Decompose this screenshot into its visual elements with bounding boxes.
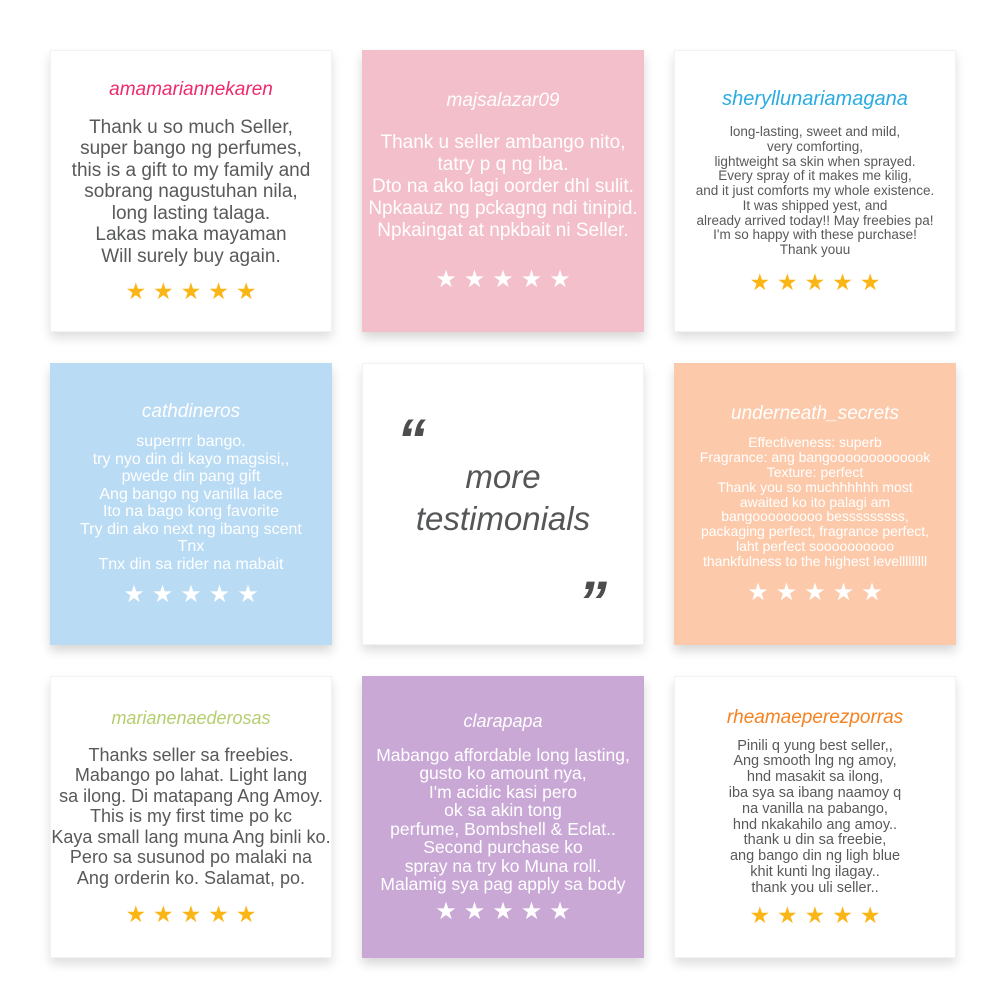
testimonial-line: sobrang nagustuhan nila, <box>84 181 298 203</box>
testimonial-line: Effectiveness: superb <box>748 433 882 450</box>
username-label: cathdineros <box>141 401 241 422</box>
testimonial-line: superrrr bango. <box>136 433 246 450</box>
testimonial-line: Kaya small lang muna Ang binli ko. <box>51 826 331 847</box>
testimonial-line: I'm so happy with these purchase! <box>713 227 917 243</box>
testimonial-text <box>51 117 331 268</box>
star-rating: ★★★★★ <box>125 278 264 305</box>
star-rating: ★★★★★ <box>747 579 890 607</box>
testimonial-line: Npkaauz ng pckagng ndi tinipid. <box>368 198 638 219</box>
testimonial-line: This is my first time po kc <box>89 806 293 827</box>
testimonial-line: Second purchase ko <box>423 837 583 857</box>
testimonial-line: packaging perfect, fragrance perfect, <box>700 523 930 540</box>
testimonial-line: thank you uli seller.. <box>751 879 879 896</box>
testimonial-line: Ang orderin ko. Salamat, po. <box>76 867 306 888</box>
testimonial-line: Tnx <box>177 538 205 555</box>
testimonial-line: Every spray of it makes me kilig, <box>718 168 912 184</box>
testimonial-line: thank u din sa freebie, <box>743 832 887 849</box>
testimonial-line: Fragrance: ang bangooooooooooook <box>699 448 931 465</box>
close-quote-icon: ” <box>578 570 607 635</box>
testimonial-line: Malamig sya pag apply sa body <box>380 874 626 894</box>
testimonial-line: pwede din pang gift <box>121 468 261 485</box>
star-rating: ★★★★★ <box>125 901 264 928</box>
open-quote-icon: “ <box>397 408 426 473</box>
testimonial-line: Ang smooth lng ng amoy, <box>733 753 897 770</box>
center-title <box>416 456 590 540</box>
username-label: sheryllunariamagana <box>722 87 908 110</box>
testimonial-line: I'm acidic kasi pero <box>428 781 578 802</box>
testimonial-line: awaited ko ito palagi am <box>739 493 891 510</box>
testimonial-card-majsalazar09 <box>362 50 644 332</box>
testimonial-line: sa ilong. Di matapang Ang Amoy. <box>59 785 323 806</box>
star-rating: ★★★★★ <box>435 897 578 925</box>
testimonial-line: Ang bango ng vanilla lace <box>99 485 283 503</box>
testimonial-card-cathdineros <box>50 363 332 645</box>
testimonial-line: and it just comforts my whole existence. <box>695 183 935 199</box>
center-title-line2: testimonials <box>415 500 591 537</box>
testimonial-text <box>362 132 644 242</box>
testimonial-line: iba sya sa ibang naamoy q <box>728 784 902 801</box>
testimonial-line: ang bango din ng ligh blue <box>729 848 901 865</box>
username-label: rheamaeperezporras <box>726 706 904 728</box>
star-rating: ★★★★★ <box>435 266 578 293</box>
testimonial-line: Npkaingat at npkbait ni Seller. <box>377 220 629 241</box>
testimonial-text <box>50 433 332 573</box>
testimonial-line: Thank u seller ambango nito, <box>380 132 626 153</box>
testimonial-line: Dto na ako lagi oorder dhl sulit. <box>372 176 634 197</box>
testimonial-line: hnd nkakahilo ang amoy.. <box>732 816 898 833</box>
star-rating: ★★★★★ <box>749 902 888 929</box>
username-label: clarapapa <box>463 710 543 731</box>
testimonial-line: perfume, Bombshell & Eclat.. <box>390 818 616 839</box>
testimonial-line: Tnx din sa rider na mabait <box>98 555 284 573</box>
testimonial-line: ok sa akin tong <box>444 800 562 820</box>
testimonial-card-sheryllunariamagana <box>674 50 956 332</box>
username-label: amamariannekaren <box>109 78 273 100</box>
testimonial-text <box>675 739 955 897</box>
testimonial-line: hnd masakit sa ilong, <box>746 769 884 786</box>
center-title-line1: more <box>465 458 541 495</box>
testimonial-line: Thank u so much Seller, <box>89 116 293 138</box>
testimonial-line: bangooooooooo besssssssss, <box>721 508 909 525</box>
username-label: majsalazar09 <box>446 90 560 111</box>
testimonial-line: Lakas maka mayaman <box>95 224 287 246</box>
testimonial-line: Mabango affordable long lasting, <box>376 744 630 765</box>
star-rating: ★★★★★ <box>749 269 888 296</box>
testimonial-line: thankfulness to the highest levelllllllll <box>702 553 928 570</box>
testimonial-line: khit kunti lng ilagay.. <box>750 863 880 880</box>
testimonial-line: Pinili q yung best seller,, <box>737 737 893 754</box>
testimonial-line: very comforting, <box>766 138 864 154</box>
username-label: underneath_secrets <box>731 402 899 424</box>
testimonial-line: na vanilla na pabango, <box>742 800 888 817</box>
testimonial-line: Texture: perfect <box>766 463 864 480</box>
testimonial-line: Pero sa susunod po malaki na <box>69 847 313 868</box>
testimonial-text <box>674 435 956 569</box>
testimonial-line: spray na try ko Muna roll. <box>404 855 602 876</box>
testimonial-line: gusto ko amount nya, <box>419 763 587 783</box>
testimonial-line: long lasting talaga. <box>111 202 271 224</box>
testimonial-card-amamariannekaren <box>50 50 332 332</box>
testimonial-card-marianenaederosas <box>50 676 332 958</box>
testimonial-line: already arrived today!! May freebies pa! <box>696 212 934 228</box>
testimonial-line: Mabango po lahat. Light lang <box>74 765 308 786</box>
testimonial-line: long-lasting, sweet and mild, <box>729 123 901 139</box>
testimonial-line: laht perfect soooooooooo <box>735 538 894 555</box>
testimonial-line: this is a gift to my family and <box>71 159 311 181</box>
testimonial-text <box>362 746 644 894</box>
testimonial-line: try nyo din di kayo magsisi,, <box>92 450 290 468</box>
testimonial-line: super bango ng perfumes, <box>80 138 302 160</box>
testimonial-line: Thank you so muchhhhhh most <box>717 478 913 495</box>
testimonial-text <box>675 125 955 258</box>
testimonial-card-rheamaeperezporras <box>674 676 956 958</box>
testimonial-line: Thank youu <box>779 242 851 258</box>
testimonial-line: Try din ako next ng ibang scent <box>80 520 302 538</box>
testimonial-card-clarapapa <box>362 676 644 958</box>
testimonial-line: Thanks seller sa freebies. <box>88 744 294 765</box>
username-label: marianenaederosas <box>111 707 271 728</box>
testimonial-line: Will surely buy again. <box>101 245 281 267</box>
star-rating: ★★★★★ <box>123 581 266 608</box>
testimonial-line: lightweight sa skin when sprayed. <box>714 153 916 169</box>
testimonial-line: It was shipped yest, and <box>742 197 888 213</box>
testimonial-text <box>51 745 331 889</box>
testimonial-line: Ito na bago kong favorite <box>102 503 280 520</box>
more-testimonials-card <box>362 363 644 645</box>
testimonial-card-underneath-secrets <box>674 363 956 645</box>
testimonial-line: tatry p q ng iba. <box>437 154 569 175</box>
